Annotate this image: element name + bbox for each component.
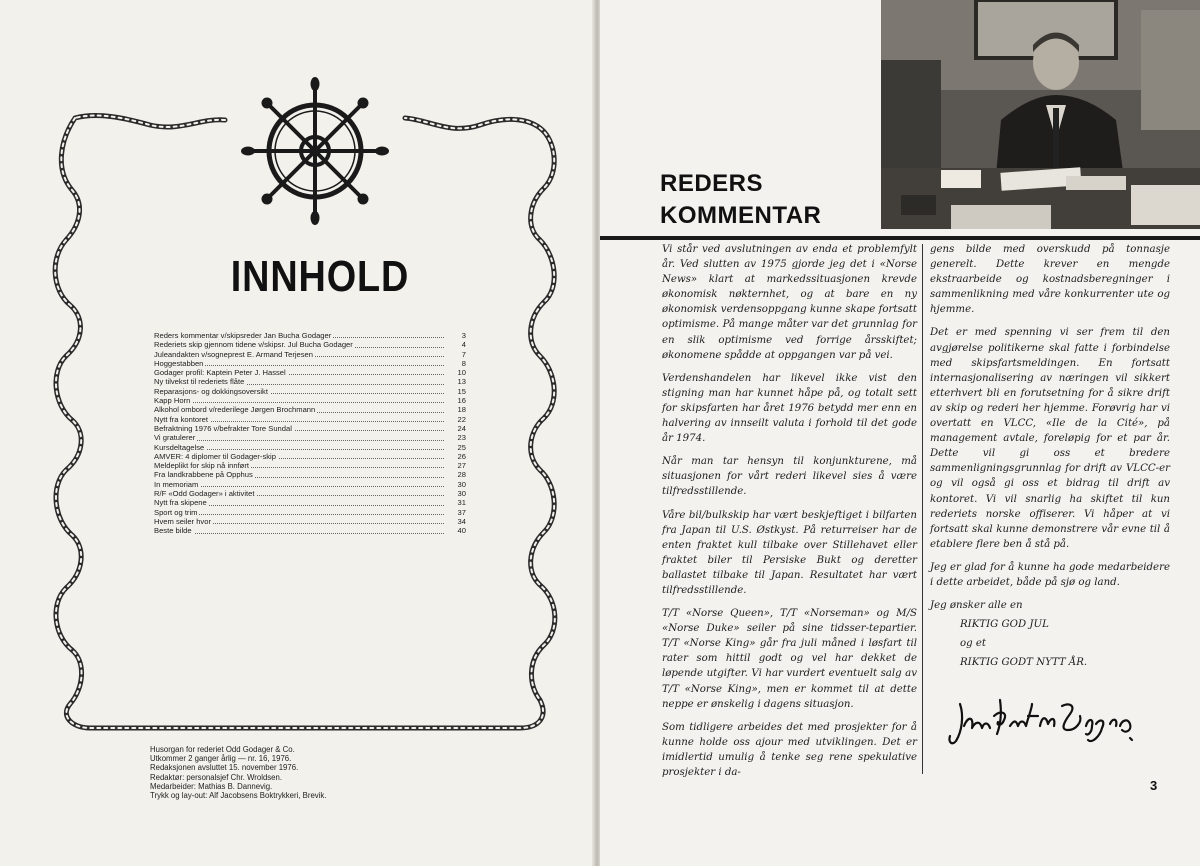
- toc-entry[interactable]: [154, 350, 466, 359]
- toc-entry-page: 22: [457, 414, 466, 424]
- toc-entry-title: Nytt fra skipene: [154, 498, 207, 508]
- colophon-line: Redaksjonen avsluttet 15. november 1976.: [150, 763, 299, 773]
- toc-entry-page: 31: [457, 498, 466, 508]
- toc-entry-title: Hvem seiler hvor: [154, 516, 211, 526]
- paragraph: Det er med spenning vi ser frem til den avgjørelse politikerne skal fatte i forbindelse med skipsfartsmeldingen. En fortsatt internasjonalisering av næringen vil sikkert etterhvert bli en forutsetning for å sikre drift av skip og rederi her hjemme. Forøvrig har vi overtatt en VLCC, «Ile de la Cité», på management avtale, foreløpig for et par år. Dette vil gi oss et bredere sammenligningsgrunnlag for drift av VLCC-er og vil også gi oss et bidrag til drift av kontoret. Vi vil snarlig ha skiftet til kun rederiets norske offiserer. Vi håper at vi fortsatt skal kunne demonstrere vår evne til å etablere flere ben å stå på.: [930, 327, 1170, 550]
- toc-entry-page: 8: [461, 358, 466, 368]
- colophon-line: Husorgan for rederiet Odd Godager & Co.: [150, 745, 295, 754]
- toc-entry-page: 28: [457, 470, 466, 480]
- toc-entry-title: Reparasjons- og dokkingsoversikt: [154, 386, 268, 396]
- article-column-1: [662, 242, 917, 788]
- toc-entry-page: 13: [457, 377, 466, 387]
- toc-entry[interactable]: [154, 526, 466, 535]
- paragraph: Vi står ved avslutningen av enda et problemfylt år. Ved slutten av 1975 gjorde jeg det i «Norse News» klart at markedssituasjonen krevde økonomisk nøkternhet, og at bare en ny økonomisk verdensoppgang kunne skape fortsatt optimisme. På mange måter var det grunnlag for en slik optimisme ved forrige årsskiftet; økonomene spådde at oppgangen var på vei.: [662, 244, 917, 361]
- contents-title: INNHOLD: [230, 252, 410, 301]
- toc-entry[interactable]: [154, 387, 466, 396]
- toc-entry-title: Befraktning 1976 v/befrakter Tore Sundal: [154, 423, 292, 433]
- toc-entry-page: 34: [457, 516, 466, 526]
- wish-line: RIKTIG GODT NYTT ÅR.: [960, 657, 1088, 669]
- toc-entry[interactable]: [154, 424, 466, 433]
- toc-entry[interactable]: [154, 340, 466, 349]
- page-number: 3: [1150, 778, 1158, 793]
- toc-entry-page: 40: [457, 526, 466, 536]
- toc-entry-title: Kursdeltagelse: [154, 442, 205, 452]
- column-divider: [922, 244, 923, 774]
- toc-entry-title: AMVER: 4 diplomer til Godager-skip: [154, 451, 276, 461]
- colophon-line: Utkommer 2 ganger årlig — nr. 16, 1976.: [150, 754, 292, 764]
- toc-entry-title: Rederiets skip gjennom tidene v/skipsr. Jul Bucha Godager: [154, 340, 353, 350]
- toc-entry-page: 24: [457, 423, 466, 433]
- toc-entry-page: 18: [457, 405, 466, 415]
- toc-entry[interactable]: [154, 359, 466, 368]
- wish-line: og et: [960, 638, 987, 650]
- toc-entry-title: Nytt fra kontoret: [154, 414, 209, 424]
- toc-entry-title: R/F «Odd Godager» i aktivitet: [154, 489, 255, 499]
- toc-entry-page: 25: [457, 442, 466, 452]
- heading-line-2: KOMMENTAR: [660, 202, 822, 229]
- toc-entry-page: 30: [457, 479, 466, 489]
- toc-entry-title: Alkohol ombord v/rederilege Jørgen Brochmann: [154, 405, 316, 415]
- toc-entry-title: Kapp Horn: [154, 396, 191, 406]
- toc-entry-title: Reders kommentar v/skipsreder Jan Bucha Godager: [154, 331, 332, 340]
- toc-entry[interactable]: [154, 470, 466, 479]
- toc-entry[interactable]: [154, 396, 466, 405]
- toc-entry-title: Sport og trim: [154, 507, 198, 517]
- paragraph: Når man tar hensyn til konjunkturene, må situasjonen for vårt rederi likevel sies å være tilfredsstillende.: [662, 456, 917, 498]
- table-of-contents: [154, 331, 466, 536]
- leader-dots: [154, 533, 444, 534]
- toc-entry-page: 7: [461, 349, 466, 359]
- toc-entry-title: Beste bilde: [154, 526, 192, 536]
- greeting: Jeg ønsker alle en: [930, 600, 1023, 612]
- colophon-line: Trykk og lay-out: Alf Jacobsens Boktrykkeri, Brevik.: [150, 791, 327, 801]
- toc-entry-page: 30: [457, 489, 466, 499]
- toc-entry[interactable]: [154, 433, 466, 442]
- toc-entry[interactable]: [154, 452, 466, 461]
- shipowner-photo: [881, 0, 1200, 229]
- toc-entry[interactable]: [154, 498, 466, 507]
- toc-entry[interactable]: [154, 443, 466, 452]
- toc-entry[interactable]: [154, 377, 466, 386]
- ships-wheel-icon: [240, 76, 390, 226]
- toc-entry-page: 10: [457, 368, 466, 378]
- left-page: [0, 0, 595, 866]
- colophon: [150, 745, 450, 800]
- toc-entry-title: Vi gratulerer: [154, 433, 196, 443]
- article-heading: [660, 168, 870, 232]
- paragraph: Som tidligere arbeides det med prosjekter for å kunne holde oss ajour med utviklingen. Det er imidlertid umulig å tenke seg rene spekulative prosjekter i da-: [662, 721, 917, 778]
- toc-entry-page: 37: [457, 507, 466, 517]
- paragraph: Verdenshandelen har likevel ikke vist den stigning man har kunnet håpe på, og totalt sett for skipsfarten har året 1976 betydd mer enn en halvering av innseilt valuta i forhold til det gode år 1974.: [662, 372, 917, 445]
- toc-entry-page: 15: [457, 386, 466, 396]
- toc-entry[interactable]: [154, 480, 466, 489]
- toc-entry[interactable]: [154, 405, 466, 414]
- toc-entry-page: 27: [457, 461, 466, 471]
- colophon-line: Redaktør: personalsjef Chr. Wroldsen.: [150, 772, 283, 782]
- heading-line-1: REDERS: [660, 170, 764, 197]
- toc-entry[interactable]: [154, 331, 466, 340]
- toc-entry[interactable]: [154, 517, 466, 526]
- toc-entry-title: Ny tilvekst til rederiets flåte: [154, 377, 245, 387]
- toc-entry-title: Meldeplikt for skip nå innført: [154, 461, 249, 471]
- heading-rule: [600, 236, 1200, 240]
- paragraph: Våre bil/bulkskip har vært beskjeftiget i bilfarten fra Japan til U.S. Østkyst. På returreiser har de enten fraktet kull tilbake over Stillehavet eller fraktet biler til Persiske Bukt og deretter ballastet tilbake til Japan. Resultatet har vært tilfredsstillende.: [662, 509, 917, 596]
- toc-entry-title: Hoggestabben: [154, 358, 204, 368]
- paragraph: Jeg er glad for å kunne ha gode medarbeidere i dette arbeidet, både på sjø og land.: [930, 561, 1170, 588]
- toc-entry-title: Juleandakten v/sogneprest E. Armand Terjesen: [154, 349, 314, 359]
- toc-entry-page: 16: [457, 396, 466, 406]
- toc-entry-title: Godager profil: Kaptein Peter J. Hassel: [154, 368, 286, 378]
- leader-dots: [154, 402, 444, 403]
- toc-entry-title: In memoriam: [154, 479, 199, 489]
- paragraph: T/T «Norse Queen», T/T «Norseman» og M/S «Norse Duke» seiler på sine tidsser-tepartier. T/T «Norse King» går fra juli måned i løsfart til rater som hittil godt og vel har dekket de løpende utgifter. Vi har vurdert eventuelt salg av T/T «Norse King», men er kommet til at dette neppe er ønskelig i dagens situasjon.: [662, 608, 917, 710]
- toc-entry[interactable]: [154, 415, 466, 424]
- handwritten-signature: [942, 686, 1142, 752]
- toc-entry-title: Fra landkrabbene på Opphus: [154, 470, 253, 480]
- article-column-2: [930, 242, 1170, 674]
- toc-entry[interactable]: [154, 508, 466, 517]
- toc-entry-page: 23: [457, 433, 466, 443]
- wish-line: RIKTIG GOD JUL: [960, 619, 1049, 631]
- leader-dots: [154, 440, 444, 441]
- paragraph: gens bilde med overskudd på tonnasje generelt. Dette krever en mengde ekstraarbeide og kostnadsberegninger i sammenlikning med våre konkurrenter ute og hjemme.: [930, 244, 1170, 316]
- toc-entry[interactable]: [154, 489, 466, 498]
- toc-entry-page: 3: [461, 331, 466, 340]
- colophon-line: Medarbeider: Mathias B. Dannevig.: [150, 781, 273, 791]
- toc-entry-page: 26: [457, 451, 466, 461]
- toc-entry-page: 4: [461, 340, 466, 350]
